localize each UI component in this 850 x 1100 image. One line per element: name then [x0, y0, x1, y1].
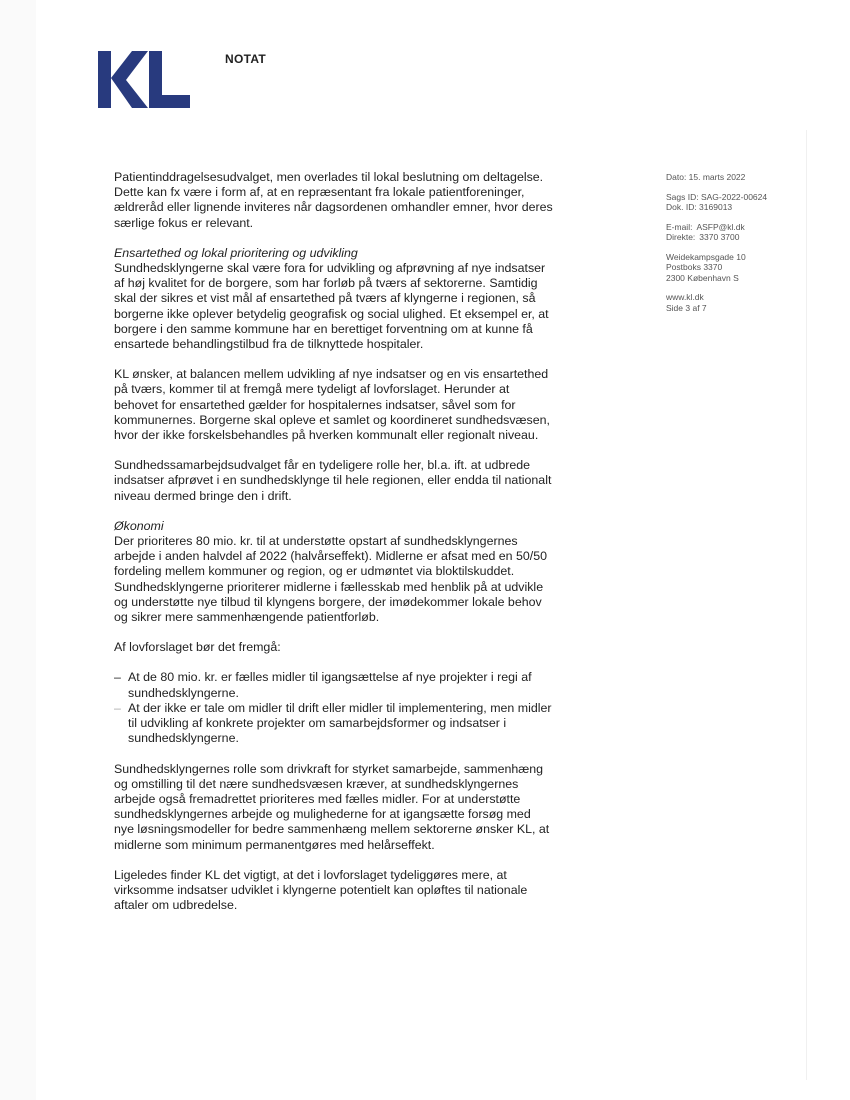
- document-type-label: NOTAT: [225, 52, 267, 66]
- meta-phone-value: 3370 3700: [699, 232, 740, 242]
- paragraph-3: KL ønsker, at balancen mellem udvikling af nye indsatser og en vis ensartethed på tværs, kommer til at fremgå mere tydeligt af lovforslaget. Herunder at behovet for ensartethed gælder for hospitalernes indsatser, såvel som for kommunernes. Borgerne skal opleve et samlet og koordineret sundhedsvæsen, hvor der ikke forskelsbehandles på hverken kommunalt eller regionalt niveau.: [114, 367, 550, 443]
- meta-address-pobox: Postboks 3370: [666, 262, 723, 272]
- meta-address-street: Weidekampsgade 10: [666, 251, 746, 262]
- meta-page-number: Side 3 af 7: [666, 302, 707, 313]
- section-ensartethed: [114, 246, 554, 352]
- meta-doc-id: Dok. ID: 3169013: [666, 202, 733, 212]
- paragraph-6: Af lovforslaget bør det fremgå:: [114, 640, 281, 655]
- meta-date: Dato: 15. marts 2022: [666, 172, 746, 182]
- paragraph-2: Sundhedsklyngerne skal være fora for udvikling og afprøvning af nye indsatser af høj kvalitet for de borgere, som har forløb på tværs af sektorerne. Samtidig skal der sikres et vist mål af ensartethed på tværs af klyngerne i regionen, så borgerne ikke oplever betydelig geografisk og social ulighed. Et eksempel er, at borgere i den samme kommune har en berettiget forventning om at kunne få ensartede behandlingstilbud fra de tilknyttede hospitaler.: [114, 261, 549, 352]
- requirements-list: [114, 670, 554, 746]
- paragraph-5: Der prioriteres 80 mio. kr. til at understøtte opstart af sundhedsklyngernes arbejde i anden halvdel af 2022 (halvårseffekt). Midlerne er afsat med en 50/50 fordeling mellem kommuner og region, og er udmøntet via bloktilskuddet. Sundhedsklyngerne prioriterer midlerne i fællesskab med henblik på at udvikle og understøtte nye tilbud til klyngens borgere, der imødekommer lokale behov og sikrer mere sammenhængende patientforløb.: [114, 534, 548, 625]
- paragraph-1: Patientinddragelsesudvalget, men overlades til lokal beslutning om deltagelse. Dette kan fx være i form af, at en repræsentant fra lokale patientforeninger, ældreråd eller lignende inviteres når dagsordenen omhandler emner, hvor deres særlige fokus er relevant.: [114, 170, 553, 230]
- meta-address-city: 2300 København S: [666, 272, 739, 283]
- paragraph-7: Sundhedsklyngernes rolle som drivkraft for styrket samarbejde, sammenhæng og omstilling til det nære sundhedsvæsen kræver, at sundhedsklyngernes arbejde også fremadrettet prioriteres med fælles midler. For at understøtte sundhedsklyngernes arbejde og mulighederne for at igangsætte forsøg med nye løsningsmodeller for bedre sammenhæng mellem sektorerne ønsker KL, at midlerne som minimum permanentgøres med helårseffekt.: [114, 761, 550, 852]
- document-meta-column: [666, 172, 816, 322]
- section-okonomi: [114, 519, 554, 625]
- meta-email-line: [666, 222, 816, 233]
- meta-phone-line: [666, 232, 816, 243]
- page-edge: [0, 0, 36, 1100]
- meta-case-id: Sags ID: SAG-2022-00624: [666, 191, 768, 202]
- meta-email-value[interactable]: ASFP@kl.dk: [696, 221, 745, 232]
- section-heading-okonomi: Økonomi: [114, 518, 164, 533]
- paragraph-4: Sundhedssamarbejdsudvalget får en tydeligere rolle her, bl.a. ift. at udbrede indsatser afprøvet i en sundhedsklynge til hele regionen, eller endda til nationalt niveau dermed bringe den i drift.: [114, 458, 552, 503]
- list-item-2: – At der ikke er tale om midler til drift eller midler til implementering, men midler til udvikling af konkrete projekter om samarbejdsformer og indsatser i sundhedsklyngerne.: [114, 701, 554, 747]
- document-body: [114, 170, 554, 928]
- list-item-1: – At de 80 mio. kr. er fælles midler til igangsættelse af nye projekter i regi af sundhedsklyngerne.: [114, 670, 554, 700]
- meta-email-label: E-mail:: [666, 221, 693, 232]
- paragraph-8: Ligeledes finder KL det vigtigt, at det i lovforslaget tydeliggøres mere, at virksomme indsatser udviklet i klyngerne potentielt kan opløftes til nationale aftaler om udbredelse.: [114, 867, 528, 913]
- meta-phone-label: Direkte:: [666, 232, 696, 242]
- meta-website[interactable]: www.kl.dk: [666, 292, 704, 302]
- section-heading-ensartethed: Ensartethed og lokal prioritering og udvikling: [114, 245, 358, 260]
- kl-logo: [98, 51, 190, 108]
